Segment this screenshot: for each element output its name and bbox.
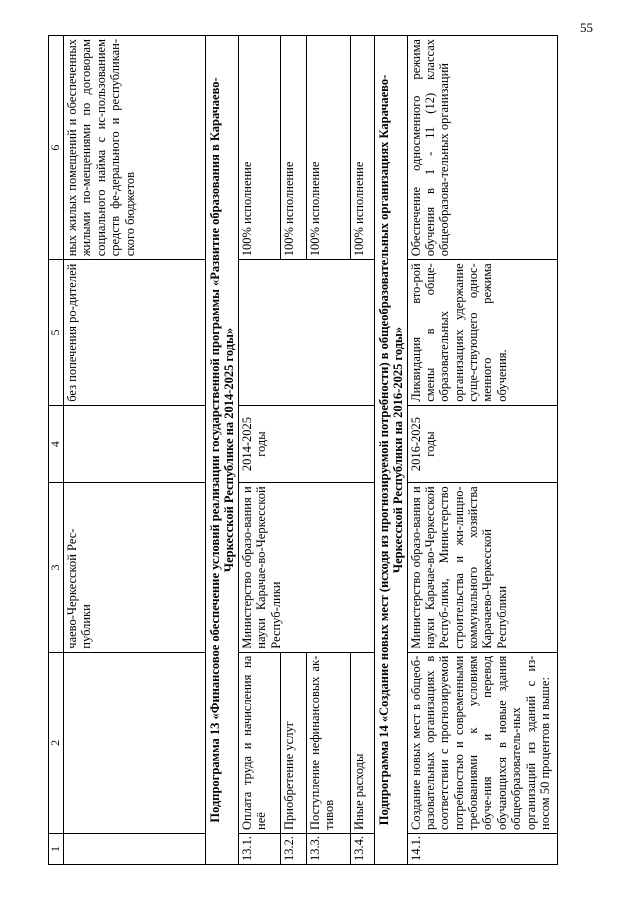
row-period [64, 405, 206, 483]
rotated-table-container [48, 35, 558, 865]
continued-row [64, 36, 206, 865]
activities-table [48, 35, 558, 865]
row-name: Создание новых мест в общеоб-разовательных организациях в соответствии с прогнозируемой потребностью и современными требованиями к условиям обуче-ния и перевод обучающихся в новые здания общеобразователь-ных организаций из зданий с из-носом 50 процентов и выше: [407, 652, 557, 833]
subprogram-13-title: Подпрограмма 13 «Финансовое обеспечение условий реализации государственной программы «Развитие образования в Карачаево-Черкесской Республике на 2014-2025 годы» [206, 36, 239, 865]
row-indicator: 100% исполнение [350, 36, 374, 260]
row-result: Ликвидация вто-рой смены в обще-образовательных организациях удержание суще-ствующего одноc-менного режима обучения. [407, 260, 557, 406]
col-header-2: 2 [49, 652, 64, 833]
row-num: 13.4. [350, 834, 374, 865]
col-header-6: 6 [49, 36, 64, 260]
subprogram-14-heading-row [374, 36, 407, 865]
row-period: 2016-2025 годы [407, 405, 557, 483]
row-executor: Министерство образо-вания и науки Карачае-во-Черкесской Респуб-лики, Министерство строительства и жи-лищно-коммунального хозяйства Карачаево-Черкесской Республики [407, 483, 557, 652]
row-num: 13.2. [280, 834, 306, 865]
row-indicator: 100% исполнение [280, 36, 306, 260]
row-name: Поступление нефинансовых ак-тивов [306, 652, 350, 833]
row-indicator: 100% исполнение [238, 36, 280, 260]
row-name: Приобретение услуг [280, 652, 306, 833]
row-name [64, 652, 206, 833]
col-header-5: 5 [49, 260, 64, 406]
table-row [407, 36, 557, 865]
row-num: 14.1. [407, 834, 557, 865]
row-num: 13.3. [306, 834, 350, 865]
col-header-1: 1 [49, 834, 64, 865]
subprogram-13-heading-row [206, 36, 239, 865]
row-executor: чаево-Черкесской Рес-публики [64, 483, 206, 652]
subprogram-13-result [238, 260, 374, 406]
column-number-row [49, 36, 64, 865]
col-header-3: 3 [49, 483, 64, 652]
col-header-4: 4 [49, 405, 64, 483]
row-result: без попечения ро-дителей [64, 260, 206, 406]
table-row [238, 36, 280, 865]
row-indicator: ных жилых помещений и обеспеченных жилыми по-мещениями по договорам социального найма с ис-пользованием средств фе-дерального и республикан-ского бюджетов [64, 36, 206, 260]
subprogram-14-title: Подпрограмма 14 «Создание новых мест (исходя из прогнозируемой потребности) в общеобразовательных организациях Карачаево-Черкесской Республики на 2016-2025 годы» [374, 36, 407, 865]
row-indicator: 100% исполнение [306, 36, 350, 260]
page-number: 55 [580, 20, 593, 35]
row-num [64, 834, 206, 865]
row-name: Иные расходы [350, 652, 374, 833]
subprogram-13-executor: Министерство образо-вания и науки Карачае-во-Черкесской Респуб-лики [238, 483, 374, 652]
row-num: 13.1. [238, 834, 280, 865]
row-name: Оплата труда и начисления на неё [238, 652, 280, 833]
subprogram-13-period: 2014-2025 годы [238, 405, 374, 483]
row-indicator: Обеспечение односменного режима обучения в 1 - 11 (12) классах общеобразова-тельных организаций [407, 36, 557, 260]
